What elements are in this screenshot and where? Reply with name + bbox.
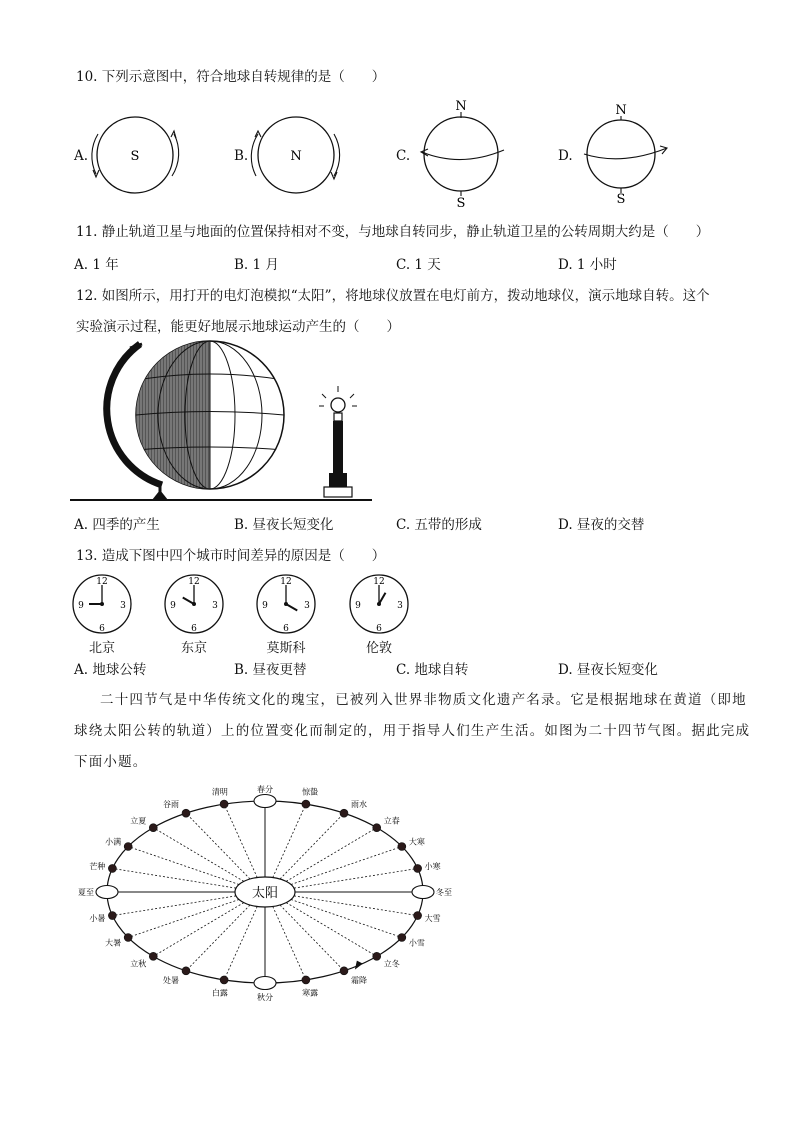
earth-position: [340, 967, 348, 975]
solar-terms-diagram: [70, 780, 470, 1005]
pole-label: S: [130, 149, 140, 164]
earth-position: [220, 976, 228, 984]
solar-term-label: 春分: [257, 785, 273, 794]
clock: [254, 572, 318, 636]
term-spoke: [294, 868, 418, 888]
earth-position: [398, 934, 406, 942]
term-spoke: [112, 868, 236, 888]
solar-term-label: 芒种: [89, 861, 106, 871]
solar-term-label: 惊蛰: [302, 787, 319, 797]
term-spoke: [291, 847, 402, 885]
passage-line-1: 二十四节气是中华传统文化的瑰宝，已被列入世界非物质文化遗产名录。它是根据地球在黄道（即地: [100, 692, 747, 708]
q13-option-a: A. 地球公转: [74, 662, 147, 678]
clock-number: 6: [191, 624, 197, 634]
solar-term-label: 夏至: [78, 888, 94, 897]
clock-number: 6: [99, 624, 105, 634]
earth-position: [302, 976, 310, 984]
earth-position: [182, 809, 190, 817]
q13-option-d: D. 昼夜长短变化: [558, 662, 658, 678]
earth-position: [373, 952, 381, 960]
city-label-tokyo: 东京: [180, 641, 207, 656]
city-label-beijing: 北京: [88, 641, 115, 656]
clock: [347, 572, 411, 636]
q10-diagram-a: [88, 112, 188, 198]
term-spoke: [280, 813, 344, 879]
sun-label: 太阳: [251, 886, 279, 901]
earth-position: [149, 952, 157, 960]
earth-position: [373, 824, 381, 832]
term-spoke: [291, 900, 402, 938]
clock-number: 6: [376, 624, 382, 634]
clock-number: 3: [304, 601, 310, 611]
solar-term-label: 小寒: [424, 861, 441, 871]
q12-globe-lamp-figure: [70, 340, 380, 505]
south-label: S: [456, 196, 466, 208]
clock-number: 12: [188, 577, 200, 587]
clock-number: 3: [120, 601, 126, 611]
term-spoke: [294, 896, 418, 916]
term-spoke: [186, 813, 250, 879]
q12-option-c: C. 五带的形成: [396, 517, 482, 533]
q12-option-d: D. 昼夜的交替: [558, 517, 645, 533]
solar-term-label: 秋分: [257, 993, 273, 1002]
q10-diagram-d: [572, 100, 682, 206]
term-spoke: [186, 905, 250, 971]
q10-stem: 10. 下列示意图中，符合地球自转规律的是（ ）: [76, 69, 386, 85]
clock-icon: [162, 572, 226, 636]
earth-position: [220, 800, 228, 808]
solar-term-label: 大暑: [105, 938, 122, 948]
passage-line-3: 下面小题。: [74, 754, 148, 770]
earth-position: [124, 843, 132, 851]
term-spoke: [224, 906, 257, 979]
q12-option-b: B. 昼夜长短变化: [234, 517, 334, 533]
earth-position: [124, 934, 132, 942]
earth-position: [414, 912, 422, 920]
earth-position: [414, 864, 422, 872]
solar-term-label: 立夏: [130, 816, 147, 826]
term-spoke: [273, 906, 306, 979]
term-spoke: [273, 804, 306, 877]
solar-term-label: 小满: [105, 837, 122, 847]
north-label: N: [615, 103, 627, 118]
q10-diagram-b: [248, 112, 348, 198]
solar-term-label: 立冬: [383, 959, 400, 969]
passage-line-2: 球绕太阳公转的轨道）上的位置变化而制定的，用于指导人们生产生活。如图为二十四节气图。据此完成: [74, 723, 751, 739]
solar-term-label: 雨水: [351, 800, 367, 810]
clock-number: 12: [280, 577, 292, 587]
term-spoke: [128, 847, 239, 885]
clock-number: 9: [262, 601, 268, 611]
q13-option-b: B. 昼夜更替: [234, 662, 307, 678]
earth-position: [149, 824, 157, 832]
solar-term-label: 白露: [211, 988, 228, 998]
clock-icon: [70, 572, 134, 636]
earth-position: [108, 864, 116, 872]
arrow-icon: [171, 131, 176, 138]
term-spoke: [224, 804, 257, 877]
term-spoke: [153, 903, 244, 957]
q13-stem: 13. 造成下图中四个城市时间差异的原因是（ ）: [76, 548, 386, 564]
term-spoke: [112, 896, 236, 916]
solar-term-label: 立春: [383, 816, 400, 826]
north-label: N: [455, 99, 467, 114]
q12-stem-line1: 12. 如图所示，用打开的电灯泡模拟“太阳”，将地球仪放置在电灯前方，拨动地球仪，演示地球自转。这个: [76, 288, 710, 304]
city-label-london: 伦敦: [365, 641, 392, 656]
solar-term-label: 立秋: [130, 959, 147, 969]
clock-number: 9: [170, 601, 176, 611]
clock-icon: [347, 572, 411, 636]
term-spoke: [286, 828, 377, 882]
orbit-direction-arrow-icon: [355, 961, 363, 970]
earth-position: [108, 912, 116, 920]
pole-label: N: [290, 149, 302, 164]
clock-number: 6: [283, 624, 289, 634]
solar-term-label: 小暑: [89, 914, 106, 924]
term-spoke: [280, 905, 344, 971]
q10-option-d-letter: D.: [558, 148, 573, 164]
q10-diagram-c: [412, 96, 522, 208]
q11-stem: 11. 静止轨道卫星与地面的位置保持相对不变，与地球自转同步，静止轨道卫星的公转周期大约是（ ）: [76, 224, 710, 240]
clock-icon: [254, 572, 318, 636]
clock: [70, 572, 134, 636]
clock-number: 3: [212, 601, 218, 611]
q11-option-c: C. 1 天: [396, 257, 441, 273]
q10-option-b-letter: B.: [234, 148, 249, 164]
solar-term-label: 霜降: [351, 975, 367, 985]
q13-option-c: C. 地球自转: [396, 662, 469, 678]
lamp-icon: [319, 386, 357, 497]
earth-position: [398, 843, 406, 851]
q11-option-d: D. 1 小时: [558, 257, 617, 273]
city-label-moscow: 莫斯科: [266, 641, 306, 656]
earth-position: [302, 800, 310, 808]
earth-position-major: [254, 977, 276, 990]
q10-option-c-letter: C.: [396, 148, 411, 164]
solar-term-label: 大雪: [424, 914, 441, 924]
q11-option-a: A. 1 年: [74, 257, 119, 273]
solar-term-label: 小雪: [408, 938, 425, 948]
clock-number: 12: [373, 577, 385, 587]
solar-term-label: 冬至: [436, 888, 452, 897]
solar-term-label: 处暑: [163, 975, 179, 985]
solar-term-label: 大寒: [408, 837, 425, 847]
term-spoke: [153, 828, 244, 882]
clock-number: 12: [96, 577, 108, 587]
earth-position-major: [254, 795, 276, 808]
term-spoke: [286, 903, 377, 957]
earth-position: [340, 809, 348, 817]
earth-position: [182, 967, 190, 975]
solar-term-label: 寒露: [302, 988, 319, 998]
q12-stem-line2: 实验演示过程，能更好地展示地球运动产生的（ ）: [76, 319, 400, 335]
clock-number: 3: [397, 601, 403, 611]
q10-option-a-letter: A.: [74, 148, 89, 164]
term-spoke: [128, 900, 239, 938]
clock-number: 9: [78, 601, 84, 611]
solar-term-label: 清明: [211, 787, 228, 797]
globe-icon: [136, 340, 284, 490]
south-label: S: [616, 192, 626, 206]
q11-option-b: B. 1 月: [234, 257, 279, 273]
q12-option-a: A. 四季的产生: [74, 517, 160, 533]
clock: [162, 572, 226, 636]
earth-position-major: [412, 886, 434, 899]
solar-term-label: 谷雨: [163, 800, 179, 810]
clock-number: 9: [355, 601, 361, 611]
earth-position-major: [96, 886, 118, 899]
